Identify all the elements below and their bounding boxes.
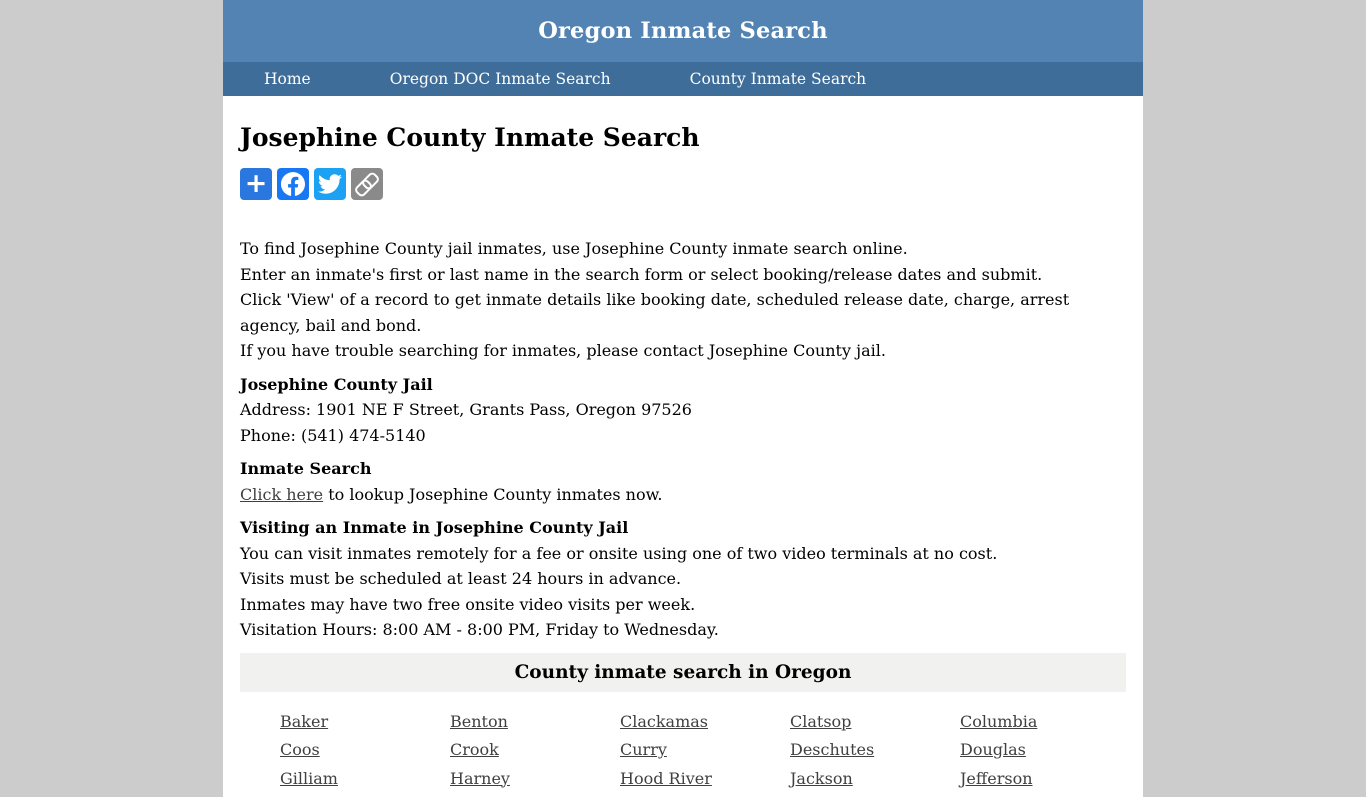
- site-title: Oregon Inmate Search: [538, 18, 828, 44]
- main-content: [223, 123, 1143, 797]
- twitter-icon: [314, 168, 346, 200]
- inmate-search-heading: Inmate Search: [240, 459, 372, 478]
- jail-address: Address: 1901 NE F Street, Grants Pass, Oregon 97526: [240, 400, 692, 419]
- jail-phone: Phone: (541) 474-5140: [240, 425, 426, 445]
- jail-heading: Josephine County Jail: [240, 374, 433, 394]
- county-link-gilliam[interactable]: Gilliam: [280, 768, 338, 788]
- county-link-douglas[interactable]: Douglas: [960, 740, 1026, 759]
- county-link-baker[interactable]: Baker: [280, 711, 329, 731]
- county-link-crook[interactable]: Crook: [450, 740, 499, 759]
- page-container: [223, 0, 1143, 797]
- county-link-benton[interactable]: Benton: [450, 711, 508, 731]
- intro-line: Click 'View' of a record to get inmate details like booking date, scheduled release date, charge, arrest agency, bail and bond.: [240, 290, 1070, 335]
- share-button[interactable]: [240, 168, 272, 200]
- twitter-share-button[interactable]: [314, 168, 346, 200]
- main-nav: [223, 62, 1143, 96]
- share-buttons-row: [240, 168, 1126, 200]
- visiting-line: Visits must be scheduled at least 24 hours in advance.: [240, 569, 682, 588]
- click-here-link[interactable]: Click here: [240, 484, 324, 504]
- visiting-line: Inmates may have two free onsite video visits per week.: [240, 594, 696, 614]
- county-link-jefferson[interactable]: Jefferson: [960, 768, 1033, 788]
- county-link-curry[interactable]: Curry: [620, 740, 667, 759]
- intro-line: To find Josephine County jail inmates, use Josephine County inmate search online.: [240, 239, 908, 258]
- county-link-deschutes[interactable]: Deschutes: [790, 740, 875, 759]
- county-link-jackson[interactable]: Jackson: [790, 768, 853, 788]
- page-title: Josephine County Inmate Search: [240, 123, 700, 152]
- county-link-hood-river[interactable]: Hood River: [620, 768, 712, 788]
- intro-line: Enter an inmate's first or last name in the search form or select booking/release dates and submit.: [240, 264, 1043, 284]
- county-section-title: County inmate search in Oregon: [514, 661, 852, 683]
- county-links-grid: [240, 711, 1126, 797]
- nav-item-home[interactable]: Home: [264, 70, 311, 88]
- inmate-search-line: [240, 482, 1126, 508]
- intro-text: [240, 236, 1126, 364]
- nav-item-oregon-doc-inmate-search[interactable]: Oregon DOC Inmate Search: [389, 70, 611, 88]
- county-link-columbia[interactable]: Columbia: [960, 711, 1038, 731]
- visiting-line: You can visit inmates remotely for a fee or onsite using one of two video terminals at no cost.: [240, 543, 998, 563]
- site-header: [223, 0, 1143, 62]
- county-section-header: [240, 653, 1126, 692]
- county-link-harney[interactable]: Harney: [450, 768, 510, 788]
- copy-link-button[interactable]: [351, 168, 383, 200]
- copy-link-icon: [351, 168, 383, 200]
- intro-line: If you have trouble searching for inmates, please contact Josephine County jail.: [240, 341, 886, 360]
- share-plus-icon: +: [244, 168, 268, 199]
- county-link-clackamas[interactable]: Clackamas: [620, 711, 709, 731]
- inmate-search-rest: to lookup Josephine County inmates now.: [323, 484, 663, 504]
- nav-item-county-inmate-search[interactable]: County Inmate Search: [689, 70, 867, 88]
- facebook-icon: [277, 168, 309, 200]
- facebook-share-button[interactable]: [277, 168, 309, 200]
- visiting-line: Visitation Hours: 8:00 AM - 8:00 PM, Friday to Wednesday.: [240, 620, 719, 639]
- county-link-coos[interactable]: Coos: [280, 740, 320, 759]
- visiting-heading: Visiting an Inmate in Josephine County Jail: [240, 518, 629, 537]
- county-link-clatsop[interactable]: Clatsop: [790, 711, 852, 731]
